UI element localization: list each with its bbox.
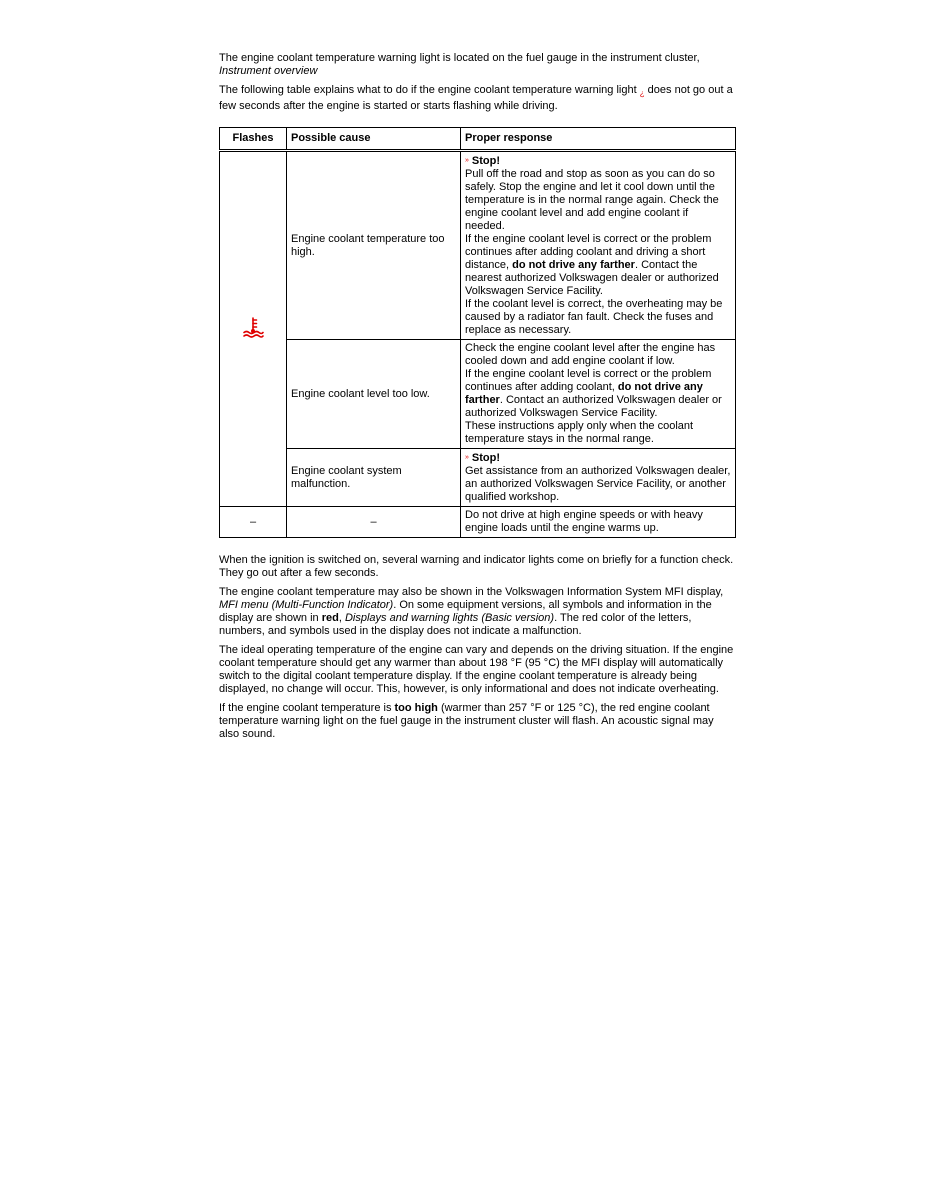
response-text: These instructions apply only when the coolant temperature stays in the normal range.: [465, 420, 694, 445]
response-bold-text: do not drive any farther: [512, 259, 635, 271]
table-row: [220, 151, 736, 340]
body-text: (warmer than 257 °F or 125 °C), the red engine coolant temperature warning light on the fuel gauge in the instrument cluster will flash. An acoustic signal may also sound.: [219, 702, 714, 740]
stop-warning-icon: »: [465, 454, 469, 461]
table-row: [220, 449, 736, 507]
response-cell: Do not drive at high engine speeds or with heavy engine loads until the engine warms up.: [461, 507, 736, 538]
body-text: . The red color of the letters, numbers, and symbols used in the display does not indicate a malfunction.: [219, 612, 692, 637]
page-content: [219, 52, 735, 747]
coolant-temperature-icon: [241, 315, 265, 339]
coolant-warning-inline-icon: ¿: [639, 89, 645, 98]
intro-text-2b: does not go out a few seconds after the engine is started or starts flashing while driving.: [219, 84, 733, 112]
intro-text-2a: The following table explains what to do if the engine coolant temperature warning light: [219, 84, 637, 96]
response-text: If the engine coolant level is correct or the problem continues after adding coolant,: [465, 368, 712, 393]
response-text: Pull off the road and stop as soon as you can do so safely. Stop the engine and let it cool down until the temperature is in the normal range again. Check the engine coolant level and add engine coolant if needed.: [465, 168, 719, 232]
body-text: The engine coolant temperature may also be shown in the Volkswagen Information System MFI display,: [219, 586, 724, 598]
table-row: [220, 340, 736, 449]
header-proper-response: Proper response: [461, 128, 736, 151]
stop-warning-icon: »: [465, 157, 469, 164]
red-bold-text: red: [321, 612, 339, 624]
response-text: Check the engine coolant level after the engine has cooled down and add engine coolant if low.: [465, 342, 716, 367]
response-text: If the coolant level is correct, the overheating may be caused by a radiator fan fault. Check the fuses and replace as necessary.: [465, 298, 723, 336]
cause-cell: –: [287, 507, 461, 538]
displays-warning-lights-link[interactable]: Displays and warning lights (Basic version): [344, 612, 555, 624]
cause-cell: Engine coolant level too low.: [287, 340, 461, 449]
body-text: If the engine coolant temperature is: [219, 702, 392, 714]
flashes-cell: –: [220, 507, 287, 538]
response-text: If the engine coolant level is correct or the problem continues after adding coolant and driving a short distance,: [465, 233, 712, 271]
response-bold-text: do not drive any farther: [465, 381, 703, 406]
intro-text-1: The engine coolant temperature warning light is located on the fuel gauge in the instrument cluster,: [219, 52, 700, 64]
stop-label: Stop!: [471, 452, 501, 464]
response-text: Get assistance from an authorized Volkswagen dealer, an authorized Volkswagen Service Facility, or another qualified workshop.: [465, 465, 731, 503]
coolant-warning-table: [219, 127, 736, 538]
flashes-icon-cell: [220, 151, 287, 507]
intro-paragraph-2: [219, 84, 735, 113]
header-flashes: Flashes: [220, 128, 287, 151]
too-high-bold-text: too high: [394, 702, 438, 714]
response-text: . Contact an authorized Volkswagen dealer or authorized Volkswagen Service Facility.: [465, 394, 722, 419]
table-row: [220, 507, 736, 538]
cause-cell: Engine coolant temperature too high.: [287, 151, 461, 340]
intro-paragraph-1: [219, 52, 735, 78]
stop-label: Stop!: [471, 155, 501, 167]
body-paragraph-1: When the ignition is switched on, several warning and indicator lights come on briefly for a function check. They go out after a few seconds.: [219, 554, 734, 579]
body-text: ,: [338, 612, 342, 624]
body-paragraph-3: The ideal operating temperature of the engine can vary and depends on the driving situation. If the engine coolant temperature should get any warmer than about 198 °F (95 °C) the MFI display will automatically switch to the digital coolant temperature display. If the engine coolant temperature is already being displayed, no change will occur. This, however, is only informational and does not indicate overheating.: [219, 644, 734, 695]
cause-cell: Engine coolant system malfunction.: [287, 449, 461, 507]
response-cell: [461, 449, 736, 507]
mfi-menu-link[interactable]: MFI menu (Multi-Function Indicator): [219, 599, 394, 611]
response-cell: [461, 151, 736, 340]
body-text: . On some equipment versions, all symbols and information in the display are shown in: [219, 599, 712, 624]
body-paragraph-4: [219, 702, 735, 741]
response-cell: [461, 340, 736, 449]
response-text: . Contact the nearest authorized Volkswagen dealer or authorized Volkswagen Service Facility.: [465, 259, 719, 297]
body-paragraph-2: [219, 586, 735, 638]
header-possible-cause: Possible cause: [287, 128, 461, 151]
instrument-overview-link[interactable]: Instrument overview: [219, 65, 318, 77]
table-header-row: [220, 128, 736, 151]
